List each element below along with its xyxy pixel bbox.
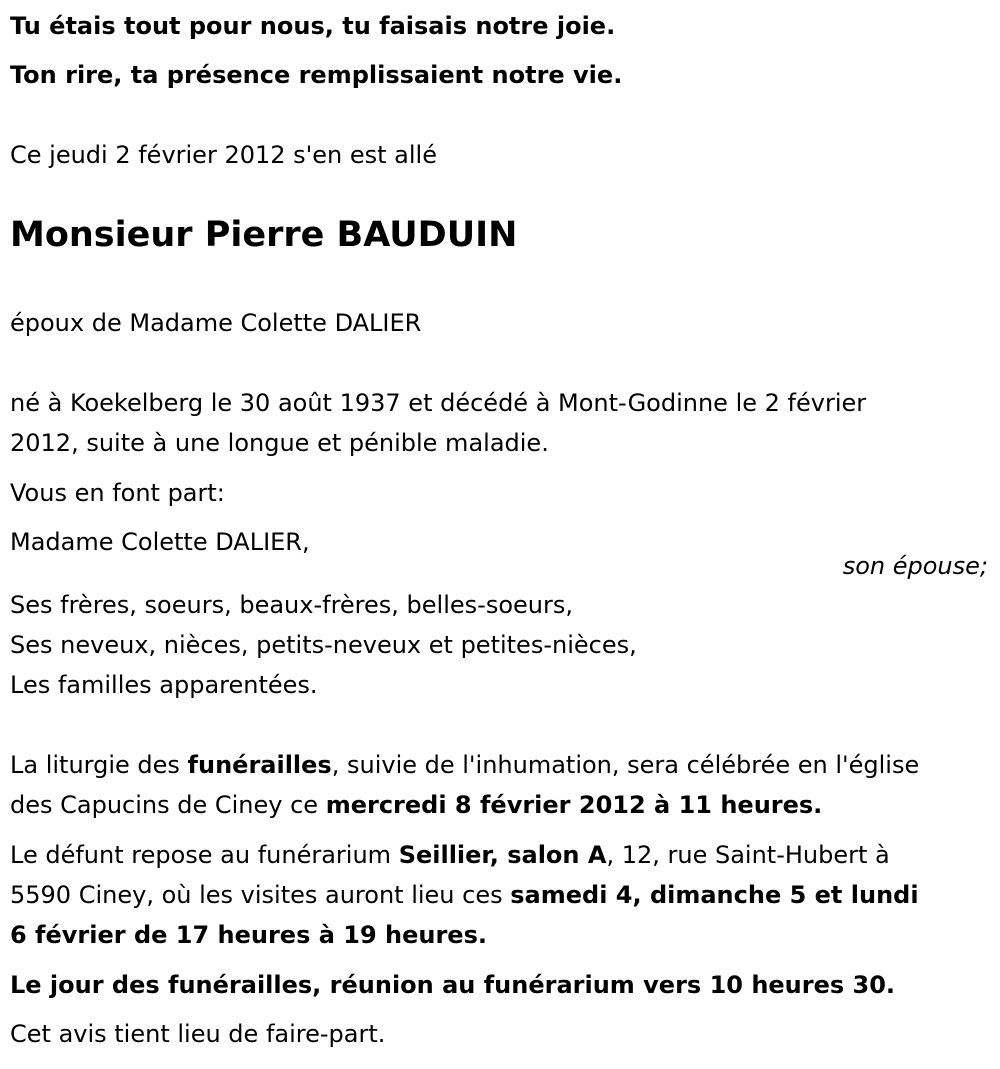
rest-line-1 [10,835,1000,875]
poem-line-1: Tu étais tout pour nous, tu faisais notre joie. [10,12,616,40]
widow-role: son épouse; [842,552,988,580]
announcement-intro: Vous en font part: [10,479,225,507]
birth-line-2: 2012, suite à une longue et pénible maladie. [10,429,549,457]
liturgy-text: des Capucins de Ciney ce [10,791,326,819]
birth-line-1: né à Koekelberg le 30 août 1937 et décédé à Mont-Godinne le 2 février [10,389,867,417]
liturgy-funerals-bold: funérailles [187,751,332,779]
widow-name: Madame Colette DALIER, [10,528,310,556]
closing-text: Cet avis tient lieu de faire-part. [10,1020,386,1048]
family-list [10,585,637,705]
liturgy-text: La liturgie des [10,751,188,779]
rest-days-bold: samedi 4, dimanche 5 et lundi [510,881,919,909]
liturgy-paragraph [10,745,1000,825]
liturgy-text: , suivie de l'inhumation, sera célébrée en l'église [331,751,920,779]
rest-text: Le défunt repose au funérarium [10,841,399,869]
rest-line-3: 6 février de 17 heures à 19 heures. [10,921,487,949]
rest-funeral-home-bold: Seillier, salon A [398,841,607,869]
liturgy-date-bold: mercredi 8 février 2012 à 11 heures. [325,791,823,819]
rest-line-2 [10,875,1000,915]
intro-text: Ce jeudi 2 février 2012 s'en est allé [10,141,437,169]
rest-text: 5590 Ciney, où les visites auront lieu ces [10,881,511,909]
liturgy-line-1 [10,745,1000,785]
liturgy-line-2 [10,785,1000,825]
family-line-1: Ses frères, soeurs, beaux-frères, belles-soeurs, [10,591,573,619]
meeting-notice: Le jour des funérailles, réunion au funérarium vers 10 heures 30. [10,971,896,999]
rest-paragraph [10,835,1000,955]
poem-line-2: Ton rire, ta présence remplissaient notre vie. [10,61,623,89]
family-line-2: Ses neveux, nièces, petits-neveux et petites-nièces, [10,631,637,659]
family-line-3: Les familles apparentées. [10,671,318,699]
birth-death-paragraph [10,383,990,463]
spouse-line: époux de Madame Colette DALIER [10,309,422,337]
rest-text: , 12, rue Saint-Hubert à [606,841,890,869]
deceased-name: Monsieur Pierre BAUDUIN [10,215,518,255]
